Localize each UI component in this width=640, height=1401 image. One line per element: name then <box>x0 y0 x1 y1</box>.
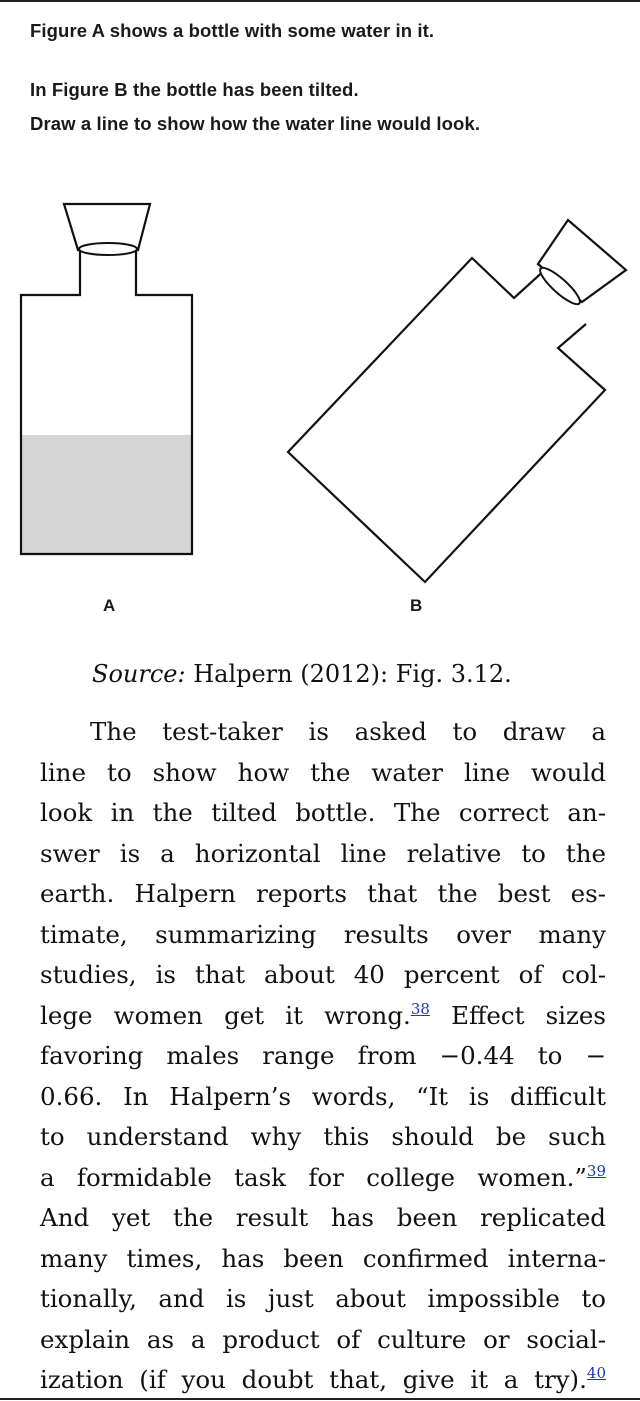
figure-a-label: A <box>103 596 116 615</box>
figure-b-label: B <box>410 596 423 615</box>
footnote-link-39[interactable]: 39 <box>586 1161 606 1180</box>
footnote-39 <box>587 1162 606 1180</box>
text-line: many times, has been confirmed interna- <box>40 1243 606 1273</box>
text-line-12: a formidable task for college women.” <box>40 1162 587 1192</box>
text-line-with-footnote-38 <box>40 996 606 1037</box>
caption-citation: Halpern (2012): Fig. 3.12. <box>193 660 512 688</box>
tilted-bottle-body <box>288 258 605 582</box>
text-line-8-end: Effect sizes <box>451 1000 606 1030</box>
text-line: studies, is that about 40 percent of col- <box>40 960 606 989</box>
text-line: The test-taker is asked to draw a <box>90 717 606 746</box>
text-line: favoring males range from −0.44 to − <box>40 1041 606 1070</box>
text-line-8-start: lege women get it wrong. <box>40 1000 411 1030</box>
instruction-line-1: Figure A shows a bottle with some water in it. <box>30 20 435 41</box>
text-line: to understand why this should be such <box>40 1122 606 1151</box>
text-line: tionally, and is just about impossible to <box>40 1284 606 1313</box>
text-line: look in the tilted bottle. The correct an- <box>40 798 606 827</box>
text-line: swer is a horizontal line relative to the <box>40 838 606 868</box>
footnote-38 <box>411 1000 430 1018</box>
text-line: explain as a product of culture or social- <box>40 1324 606 1354</box>
footnote-40 <box>587 1364 606 1382</box>
text-line-with-footnote-39 <box>40 1158 606 1199</box>
text-line-with-footnote-40 <box>40 1360 606 1401</box>
text-line: And yet the result has been replicated <box>40 1203 606 1232</box>
caption-source-word: Source: <box>92 660 186 688</box>
text-line: earth. Halpern reports that the best es- <box>40 879 606 908</box>
tilted-bottle-cap <box>538 220 626 302</box>
footnote-link-38[interactable]: 38 <box>410 999 430 1018</box>
text-line: timate, summarizing results over many <box>40 919 606 949</box>
top-border <box>0 0 640 2</box>
instruction-line-3: Draw a line to show how the water line would look. <box>30 113 481 134</box>
text-line-17: ization (if you doubt that, give it a try). <box>40 1365 587 1394</box>
tilted-bottle-figure <box>0 190 640 590</box>
text-line: 0.66. In Halpern’s words, “It is difficult <box>40 1081 606 1111</box>
body-paragraph <box>40 712 606 1401</box>
figure-caption <box>92 660 512 688</box>
footnote-link-40[interactable]: 40 <box>586 1364 606 1382</box>
text-line: line to show how the water line would <box>40 757 606 787</box>
instruction-line-2: In Figure B the bottle has been tilted. <box>30 79 359 100</box>
